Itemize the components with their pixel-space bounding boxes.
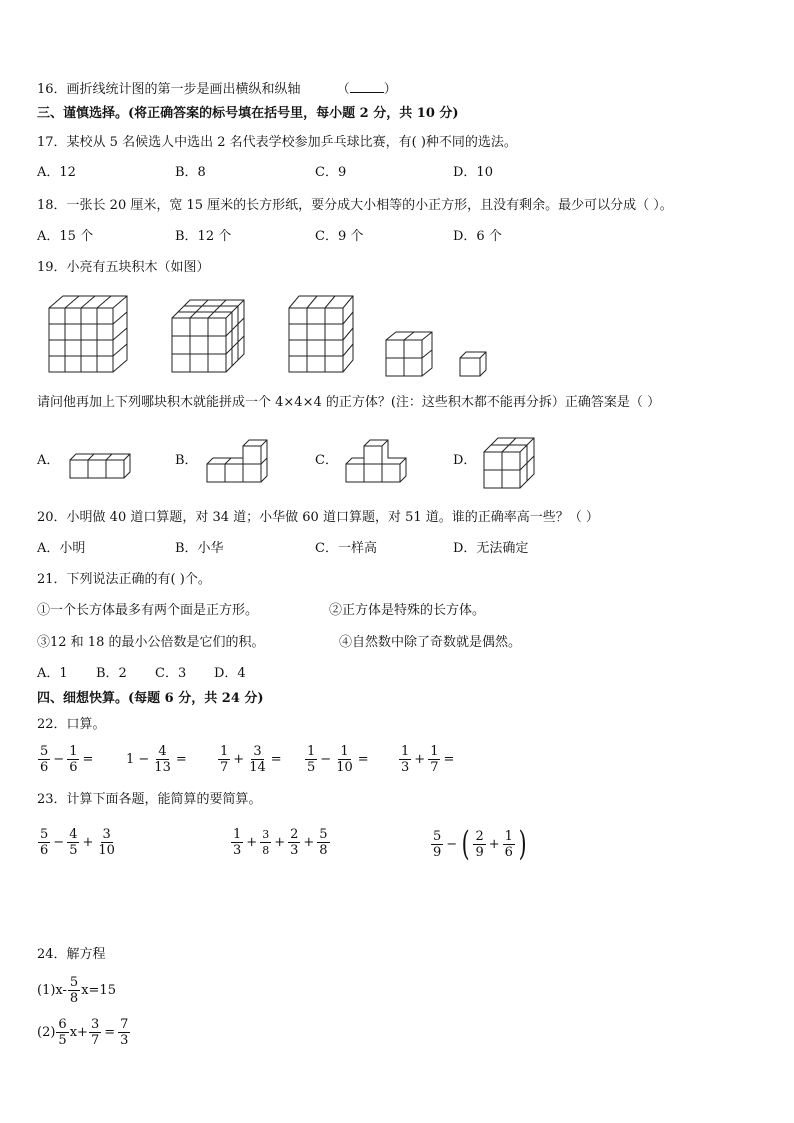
q20-option-c[interactable]: C．一样高: [315, 541, 377, 556]
question-16: [37, 80, 397, 99]
q22-item-1: $\frac{5}{6}$ − $\frac{1}{6}$ =: [40, 744, 94, 775]
q22-item-5: $\frac{1}{3}$ + $\frac{1}{7}$ =: [401, 744, 455, 775]
q19-option-d[interactable]: D．: [453, 453, 477, 468]
q23-expression-2: $\frac{1}{3}$ + $\frac{3}{8}$ + $\frac{2}{3}$ + $\frac{5}{8}$: [233, 827, 328, 858]
q21-option-b[interactable]: B．2: [96, 666, 127, 681]
q18-option-c[interactable]: C．9 个: [315, 229, 364, 244]
answer-blank[interactable]: [350, 80, 384, 93]
q21-statement-2: ②正方体是特殊的长方体。: [329, 603, 486, 618]
option-blocks-figure: [0, 432, 794, 492]
q21-statement-1: ①一个长方体最多有两个面是正方形。: [37, 603, 259, 618]
q23-expression-3: $\frac{5}{9}$ − ( $\frac{2}{9}$ + $\frac{1}{6}$ ): [433, 824, 527, 864]
q21-option-d[interactable]: D．4: [214, 666, 246, 681]
q17-option-b[interactable]: B．8: [175, 165, 206, 180]
block-3x4-tall: [289, 296, 353, 372]
q20-option-d[interactable]: D．无法确定: [453, 541, 529, 556]
q21-option-a[interactable]: A．1: [37, 666, 68, 681]
q24-equation-2: (2) $\frac{6}{5}$ x+ $\frac{3}{7}$ = $\frac{7}{3}$: [37, 1017, 129, 1048]
question-19-prompt: 请问他再加上下列哪块积木就能拼成一个 4×4×4 的正方体？(注：这些积木都不能再分拆）正确答案是（ ）: [37, 395, 661, 410]
q19-option-b[interactable]: B．: [175, 453, 198, 468]
q22-item-3: $\frac{1}{7}$ + $\frac{3}{14}$ =: [220, 744, 282, 775]
option-b-block: [207, 440, 267, 482]
q20-option-b[interactable]: B．小华: [175, 541, 224, 556]
option-d-block: [484, 438, 534, 488]
answer-paren-left: （: [336, 82, 350, 97]
block-4x4-wide: [49, 296, 127, 372]
q21-statement-4: ④自然数中除了奇数就是偶然。: [339, 635, 522, 650]
question-19: 19．小亮有五块积木（如图）: [37, 260, 210, 275]
answer-paren-right: ）: [383, 82, 397, 97]
q19-option-a[interactable]: A．: [37, 453, 60, 468]
question-17: 17．某校从 5 名候选人中选出 2 名代表学校参加乒乓球比赛，有( )种不同的选法。: [37, 135, 517, 150]
q17-option-d[interactable]: D．10: [453, 165, 493, 180]
q19-option-c[interactable]: C．: [315, 453, 338, 468]
q23-expression-1: $\frac{5}{6}$ − $\frac{4}{5}$ + $\frac{3}{10}$: [40, 827, 115, 858]
option-c-block: [346, 440, 406, 482]
q24-equation-1: (1)x- $\frac{5}{8}$ x=15: [37, 975, 116, 1006]
q18-option-b[interactable]: B．12 个: [175, 229, 232, 244]
section-4-title: 四、细想快算。(每题 6 分，共 24 分): [37, 691, 264, 706]
q17-option-c[interactable]: C．9: [315, 165, 347, 180]
block-3x3-deep: [172, 300, 244, 372]
question-18: 18．一张长 20 厘米，宽 15 厘米的长方形纸，要分成大小相等的小正方形，且没有剩余。最少可以分成（ ）。: [37, 198, 673, 213]
close-paren: ): [518, 824, 527, 864]
five-blocks-figure: [0, 290, 794, 380]
option-a-block: [70, 454, 130, 478]
q21-statement-3: ③12 和 18 的最小公倍数是它们的积。: [37, 635, 265, 650]
question-22: 22．口算。: [37, 717, 106, 732]
question-23: 23．计算下面各题，能简算的要简算。: [37, 792, 262, 807]
question-21: 21．下列说法正确的有( )个。: [37, 572, 211, 587]
q22-item-4: $\frac{1}{5}$ − $\frac{1}{10}$ =: [307, 744, 369, 775]
question-24: 24．解方程: [37, 947, 106, 962]
q20-option-a[interactable]: A．小明: [37, 541, 86, 556]
q17-option-a[interactable]: A．12: [37, 165, 76, 180]
question-16-text: 16．画折线统计图的第一步是画出横纵和纵轴: [37, 82, 301, 97]
q18-option-d[interactable]: D．6 个: [453, 229, 502, 244]
q22-item-2: 1 − $\frac{4}{13}$ =: [126, 744, 187, 775]
open-paren: (: [461, 824, 470, 864]
section-3-title: 三、谨慎选择。(将正确答案的标号填在括号里，每小题 2 分，共 10 分): [37, 106, 459, 121]
q18-option-a[interactable]: A．15 个: [37, 229, 94, 244]
question-20: 20．小明做 40 道口算题，对 34 道；小华做 60 道口算题，对 51 道。谁的正确率高一些？（ ）: [37, 510, 599, 525]
block-2x2: [386, 332, 432, 376]
q21-option-c[interactable]: C．3: [155, 666, 187, 681]
block-1x1: [460, 352, 486, 376]
